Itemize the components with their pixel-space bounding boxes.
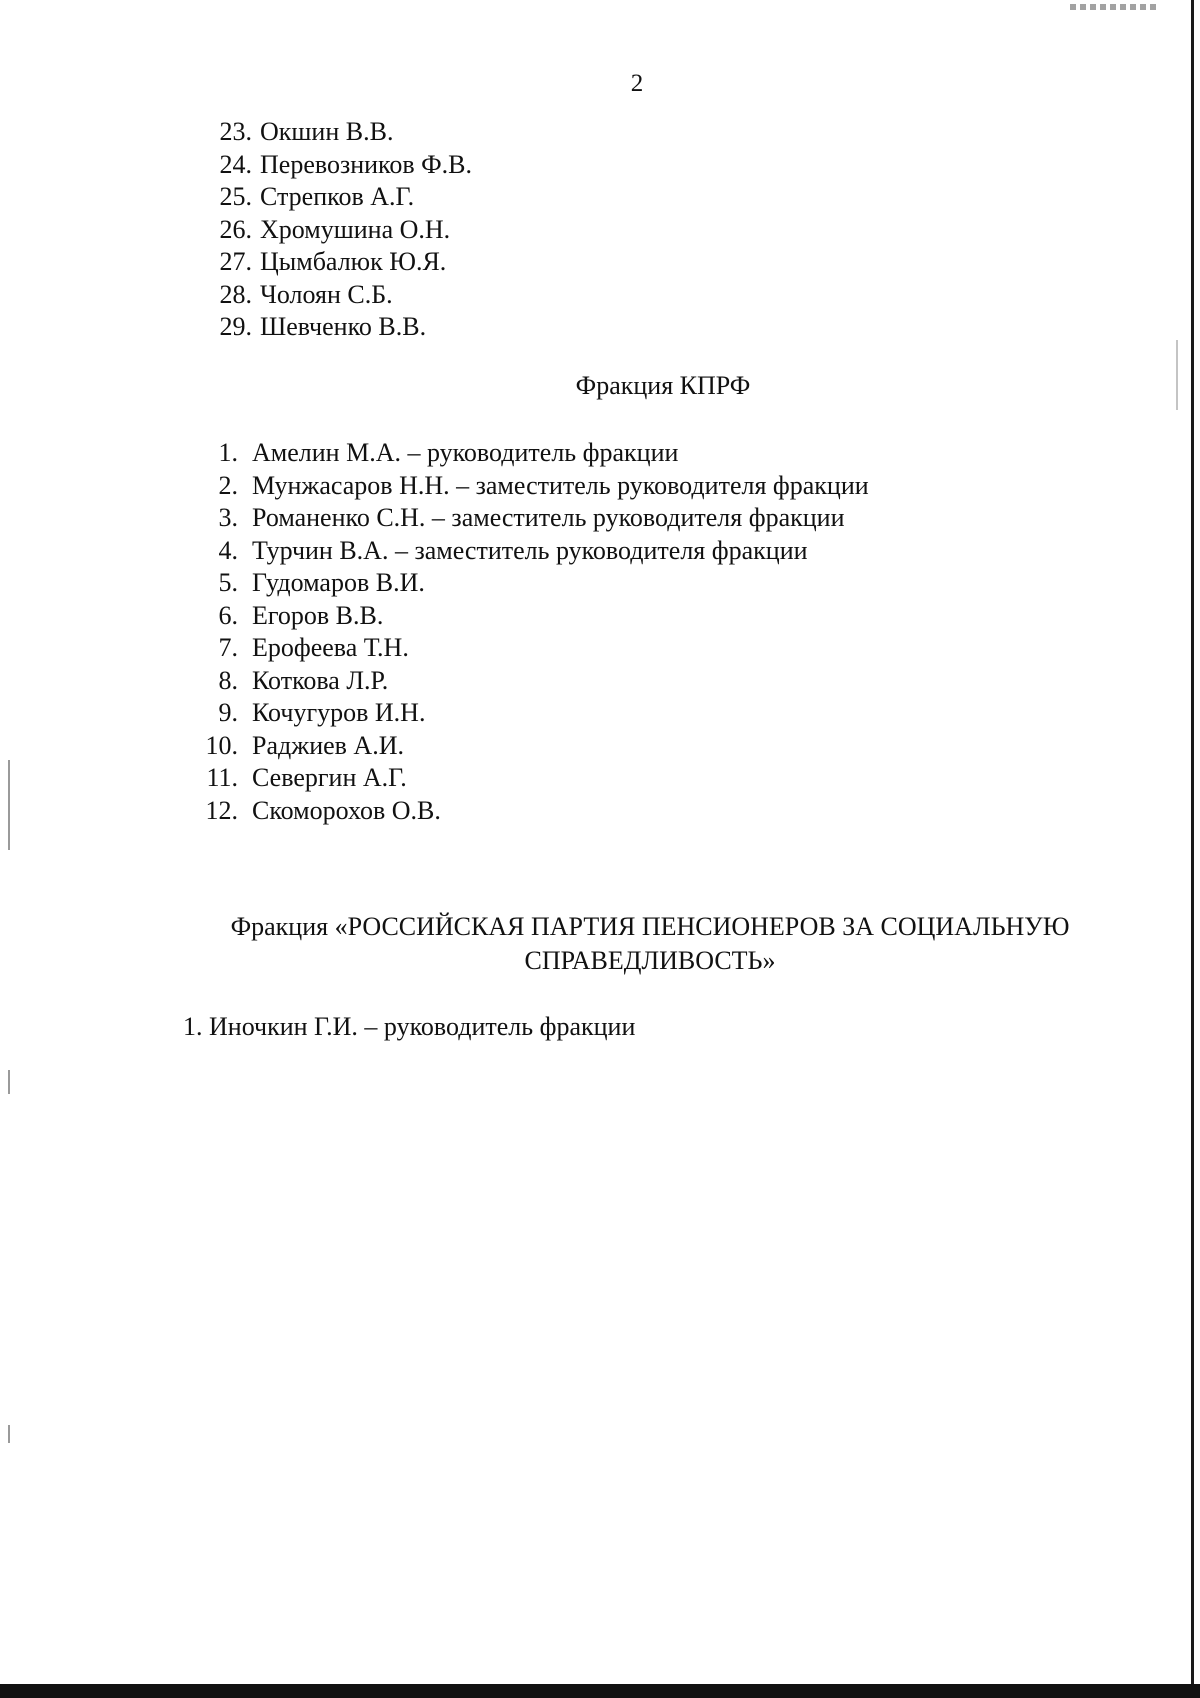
faction-kprf-heading: Фракция КПРФ (575, 371, 751, 400)
list-item-name: Скоморохов О.В. (252, 795, 441, 825)
list-item-number: 6. (218, 600, 238, 630)
list-item-name: Мунжасаров Н.Н. – заместитель руководителя фракции (252, 470, 869, 500)
list-item (214, 116, 472, 149)
list-item (214, 311, 472, 344)
page-number: 2 (630, 70, 644, 97)
faction-rpp-heading-line: СПРАВЕДЛИВОСТЬ» (524, 946, 776, 975)
list-item-number: 7. (218, 633, 238, 662)
list-item-number: 29. (219, 312, 252, 341)
list-item-number: 25. (219, 182, 252, 211)
list-item-number: 26. (219, 214, 252, 244)
list-item-name: Гудомаров В.И. (252, 568, 425, 597)
list-item (202, 697, 869, 730)
faction-kprf-member-list (202, 437, 869, 827)
scan-mark (8, 760, 10, 850)
list-item-name: Чолоян С.Б. (260, 279, 393, 309)
list-item-name: Хромушина О.Н. (260, 214, 451, 244)
member-list-continued (214, 116, 472, 344)
list-item (202, 437, 869, 470)
scan-edge-bottom (0, 1684, 1200, 1698)
list-item-number: 1. (218, 438, 238, 467)
list-item-name: Иночкин Г.И. – руководитель фракции (209, 1012, 636, 1041)
scan-mark (8, 1070, 10, 1094)
list-item (202, 730, 869, 763)
list-item-number: 5. (218, 568, 238, 597)
list-item (214, 246, 472, 279)
list-item-name: Кочугуров И.Н. (252, 698, 426, 727)
list-item-number: 1. (183, 1012, 203, 1041)
list-item (183, 1012, 635, 1042)
list-item-number: 28. (219, 279, 252, 309)
faction-rpp-heading-line: Фракция «РОССИЙСКАЯ ПАРТИЯ ПЕНСИОНЕРОВ ЗА СОЦИАЛЬНУЮ (230, 912, 1070, 941)
list-item-number: 8. (218, 665, 238, 695)
list-item-number: 27. (219, 247, 252, 276)
list-item-number: 2. (218, 470, 238, 500)
list-item (202, 502, 869, 535)
list-item-name: Романенко С.Н. – заместитель руководителя фракции (252, 503, 845, 532)
scan-edge-right (1191, 0, 1194, 1698)
faction-rpp-heading (180, 910, 1120, 978)
list-item (214, 149, 472, 182)
list-item-name: Турчин В.А. – заместитель руководителя фракции (252, 535, 808, 565)
list-item-number: 4. (218, 535, 238, 565)
list-item-name: Перевозников Ф.В. (260, 149, 473, 179)
list-item (214, 181, 472, 214)
list-item-number: 23. (219, 117, 252, 146)
scan-mark (8, 1425, 10, 1443)
list-item (202, 665, 869, 698)
list-item-number: 24. (219, 149, 252, 179)
list-item (202, 795, 869, 828)
list-item-name: Егоров В.В. (252, 600, 384, 630)
list-item-name: Амелин М.А. – руководитель фракции (252, 438, 679, 467)
list-item (202, 600, 869, 633)
list-item-name: Окшин В.В. (260, 117, 394, 146)
list-item (214, 279, 472, 312)
list-item-number: 9. (218, 698, 238, 727)
list-item-name: Севергин А.Г. (252, 763, 407, 792)
list-item-number: 12. (205, 795, 238, 825)
scan-mark (1070, 4, 1160, 10)
list-item-name: Раджиев А.И. (252, 730, 404, 760)
list-item (202, 632, 869, 665)
list-item (202, 762, 869, 795)
list-item-number: 10. (205, 730, 238, 760)
list-item (202, 470, 869, 503)
list-item-number: 11. (206, 763, 238, 792)
list-item-name: Коткова Л.Р. (252, 665, 389, 695)
list-item-name: Шевченко В.В. (260, 312, 427, 341)
list-item-name: Стрепков А.Г. (260, 182, 415, 211)
list-item (202, 567, 869, 600)
list-item (214, 214, 472, 247)
list-item-name: Цымбалюк Ю.Я. (260, 247, 447, 276)
list-item-number: 3. (218, 503, 238, 532)
list-item-name: Ерофеева Т.Н. (252, 633, 409, 662)
list-item (202, 535, 869, 568)
